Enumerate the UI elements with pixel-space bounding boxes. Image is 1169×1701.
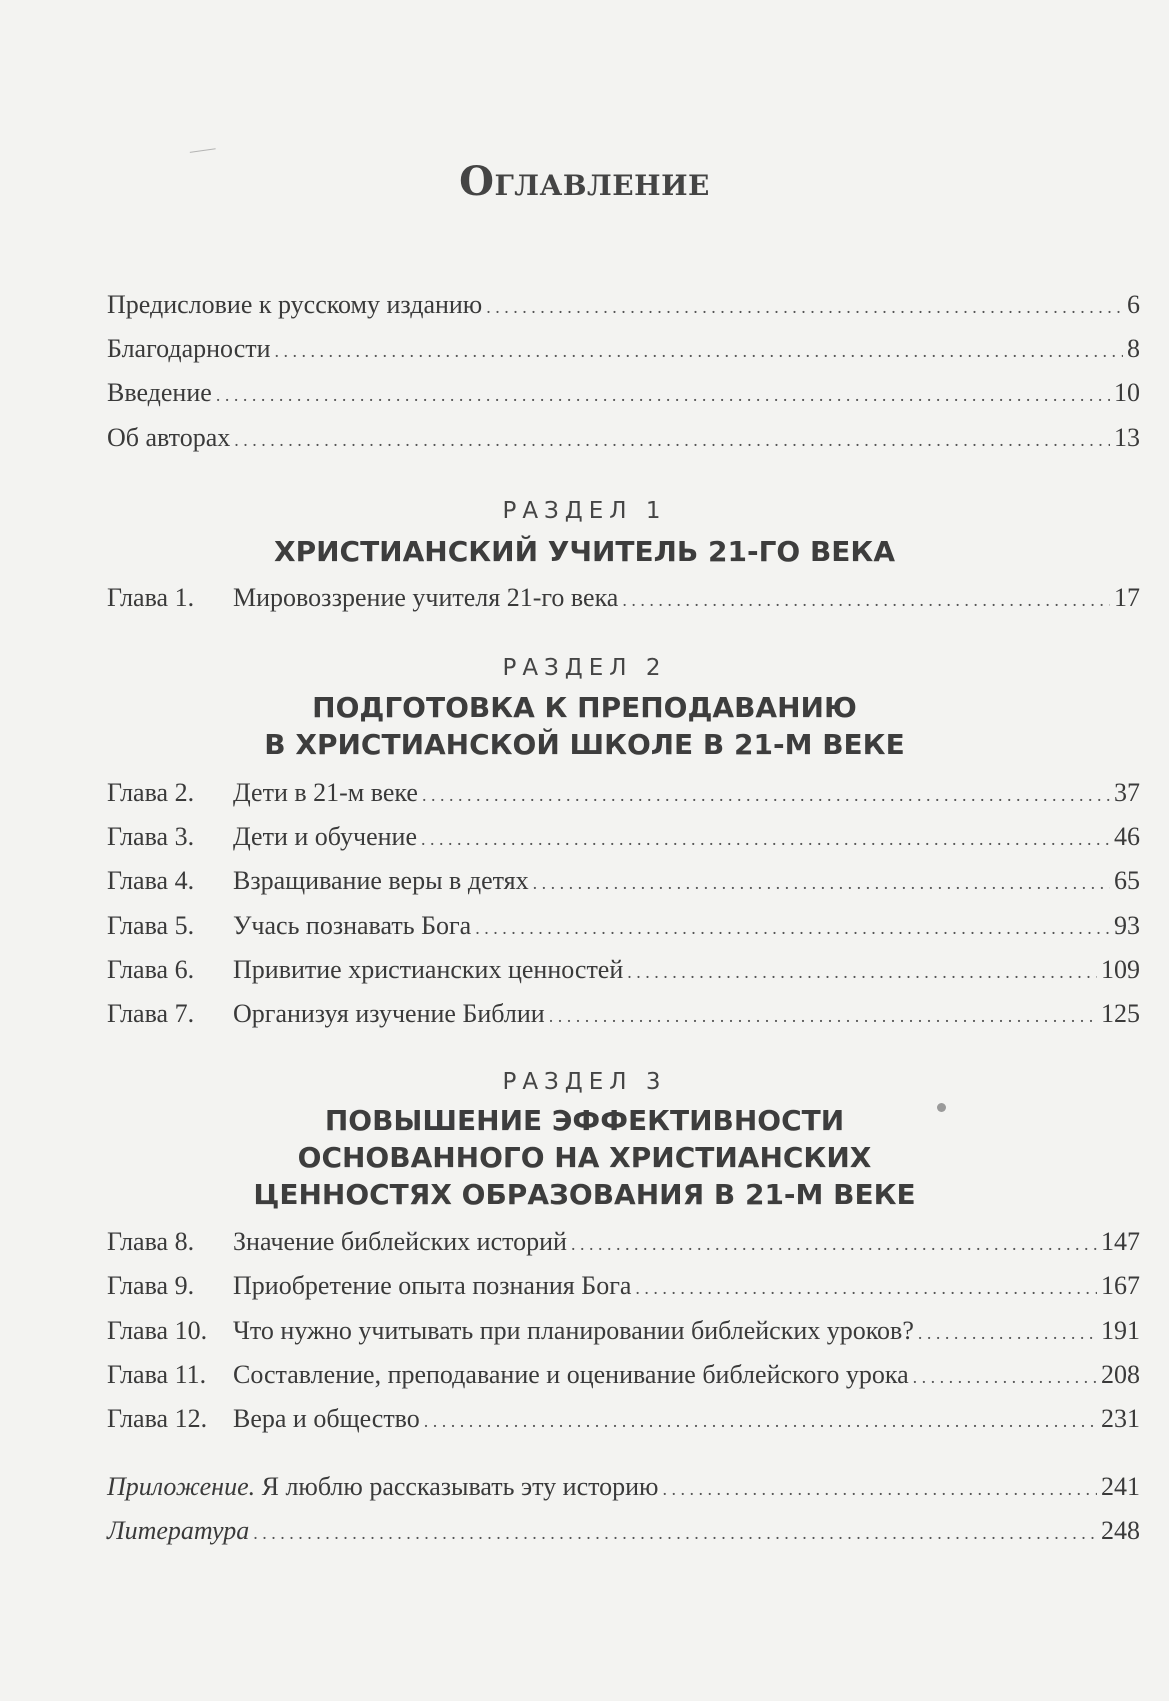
toc-entry-page: 241: [1101, 1472, 1140, 1501]
dot-leader: [424, 1401, 1097, 1439]
section-title-line: ПОДГОТОВКА К ПРЕПОДАВАНИЮ: [312, 691, 857, 724]
toc-entry-page: 37: [1114, 778, 1140, 807]
toc-entry-page: 13: [1114, 423, 1140, 452]
toc-entry-page: 167: [1101, 1271, 1140, 1300]
toc-entry-chapter-11[interactable]: [107, 1357, 1140, 1393]
toc-entry-label: Об авторах: [107, 423, 231, 452]
dot-leader: [253, 1513, 1097, 1551]
toc-entry-label-rest: Я люблю рассказывать эту историю: [255, 1472, 659, 1501]
chapter-number: Глава 1.: [107, 583, 195, 612]
toc-entry-page: 125: [1101, 999, 1140, 1028]
toc-entry-label: Что нужно учитывать при планировании библейских уроков?: [233, 1316, 914, 1345]
toc-entry-label: Организуя изучение Библии: [233, 999, 545, 1028]
dot-leader: [421, 819, 1110, 857]
toc-entry-label: Взращивание веры в детях: [233, 866, 529, 895]
toc-entry-chapter-8[interactable]: [107, 1224, 1140, 1260]
dot-leader: [662, 1469, 1097, 1507]
dot-leader: [475, 908, 1110, 946]
dot-leader: [635, 1268, 1097, 1306]
toc-entry-chapter-5[interactable]: [107, 908, 1140, 944]
toc-entry-page: 10: [1114, 378, 1140, 407]
toc-entry-about-authors[interactable]: [107, 420, 1140, 456]
section-title-line: ОСНОВАННОГО НА ХРИСТИАНСКИХ: [297, 1141, 872, 1174]
toc-entry-label: [107, 1513, 249, 1549]
toc-entry-chapter-3[interactable]: [107, 819, 1140, 855]
toc-entry-chapter-10[interactable]: [107, 1313, 1140, 1349]
toc-entry-label-italic: Приложение.: [107, 1472, 256, 1501]
toc-entry-acknowledgements[interactable]: [107, 331, 1140, 367]
toc-entry-label: Введение: [107, 378, 212, 407]
chapter-number: Глава 11.: [107, 1360, 207, 1389]
chapter-number: Глава 3.: [107, 822, 195, 851]
toc-entry-label: Составление, преподавание и оценивание библейского урока: [233, 1360, 909, 1389]
toc-entry-literature[interactable]: [107, 1513, 1140, 1549]
toc-entry-page: 231: [1101, 1404, 1140, 1433]
toc-entry-page: 17: [1114, 583, 1140, 612]
toc-entry-chapter-12[interactable]: [107, 1401, 1140, 1437]
chapter-number: Глава 8.: [107, 1227, 195, 1256]
toc-entry-appendix[interactable]: [107, 1469, 1140, 1505]
dot-leader: [918, 1313, 1097, 1351]
section-1-kicker: РАЗДЕЛ 1: [502, 498, 667, 524]
dot-leader: [549, 996, 1097, 1034]
section-2-title: [0, 689, 1169, 763]
toc-entry-label: Приобретение опыта познания Бога: [233, 1271, 632, 1300]
dot-leader: [486, 287, 1123, 325]
chapter-number: Глава 2.: [107, 778, 195, 807]
section-3-title: [0, 1102, 1169, 1213]
dot-leader: [913, 1357, 1097, 1395]
toc-entry-label: Благодарности: [107, 334, 271, 363]
toc-entry-label: Значение библейских историй: [233, 1227, 567, 1256]
toc-entry-chapter-9[interactable]: [107, 1268, 1140, 1304]
toc-entry-label: Привитие христианских ценностей: [233, 955, 624, 984]
toc-entry-introduction[interactable]: [107, 375, 1140, 411]
chapter-number: Глава 7.: [107, 999, 195, 1028]
toc-entry-chapter-7[interactable]: [107, 996, 1140, 1032]
dot-leader: [571, 1224, 1097, 1262]
dot-leader: [533, 863, 1110, 901]
toc-entry-chapter-1[interactable]: [107, 580, 1140, 616]
section-1-title: [0, 533, 1169, 570]
section-title-line: ЦЕННОСТЯХ ОБРАЗОВАНИЯ В 21-М ВЕКЕ: [253, 1178, 916, 1211]
dot-leader: [622, 580, 1110, 618]
dot-leader: [216, 375, 1110, 413]
toc-entry-label: Мировоззрение учителя 21-го века: [233, 583, 619, 612]
dot-leader: [627, 952, 1097, 990]
toc-entry-label: [107, 1469, 658, 1505]
toc-entry-label: Дети в 21-м веке: [233, 778, 418, 807]
page-title: Оглавление: [459, 158, 710, 205]
chapter-number: Глава 12.: [107, 1404, 208, 1433]
section-2-kicker: РАЗДЕЛ 2: [502, 655, 667, 681]
chapter-number: Глава 6.: [107, 955, 195, 984]
toc-entry-page: 248: [1101, 1516, 1140, 1545]
section-title-line: ХРИСТИАНСКИЙ УЧИТЕЛЬ 21-ГО ВЕКА: [273, 535, 895, 568]
dot-leader: [234, 420, 1110, 458]
toc-entry-page: 65: [1114, 866, 1140, 895]
dot-leader: [275, 331, 1123, 369]
section-title-line: ПОВЫШЕНИЕ ЭФФЕКТИВНОСТИ: [324, 1104, 845, 1137]
toc-entry-preface[interactable]: [107, 287, 1140, 323]
toc-entry-chapter-2[interactable]: [107, 775, 1140, 811]
chapter-number: Глава 4.: [107, 866, 195, 895]
toc-entry-page: 191: [1101, 1316, 1140, 1345]
section-title-line: В ХРИСТИАНСКОЙ ШКОЛЕ В 21-М ВЕКЕ: [264, 728, 905, 761]
toc-entry-chapter-6[interactable]: [107, 952, 1140, 988]
toc-entry-page: 147: [1101, 1227, 1140, 1256]
toc-entry-label: Вера и общество: [233, 1404, 420, 1433]
toc-entry-page: 109: [1101, 955, 1140, 984]
paper-speck: [190, 148, 216, 157]
toc-entry-label: Предисловие к русскому изданию: [107, 290, 483, 319]
toc-entry-page: 6: [1127, 290, 1140, 319]
dot-leader: [422, 775, 1110, 813]
toc-entry-page: 46: [1114, 822, 1140, 851]
toc-entry-label: Учась познавать Бога: [233, 911, 472, 940]
toc-entry-label-italic: Литература: [107, 1516, 250, 1545]
chapter-number: Глава 9.: [107, 1271, 195, 1300]
toc-entry-page: 93: [1114, 911, 1140, 940]
chapter-number: Глава 10.: [107, 1316, 208, 1345]
section-3-kicker: РАЗДЕЛ 3: [502, 1069, 667, 1095]
toc-entry-page: 8: [1127, 334, 1140, 363]
chapter-number: Глава 5.: [107, 911, 195, 940]
toc-entry-page: 208: [1101, 1360, 1140, 1389]
toc-entry-label: Дети и обучение: [233, 822, 418, 851]
toc-entry-chapter-4[interactable]: [107, 863, 1140, 899]
